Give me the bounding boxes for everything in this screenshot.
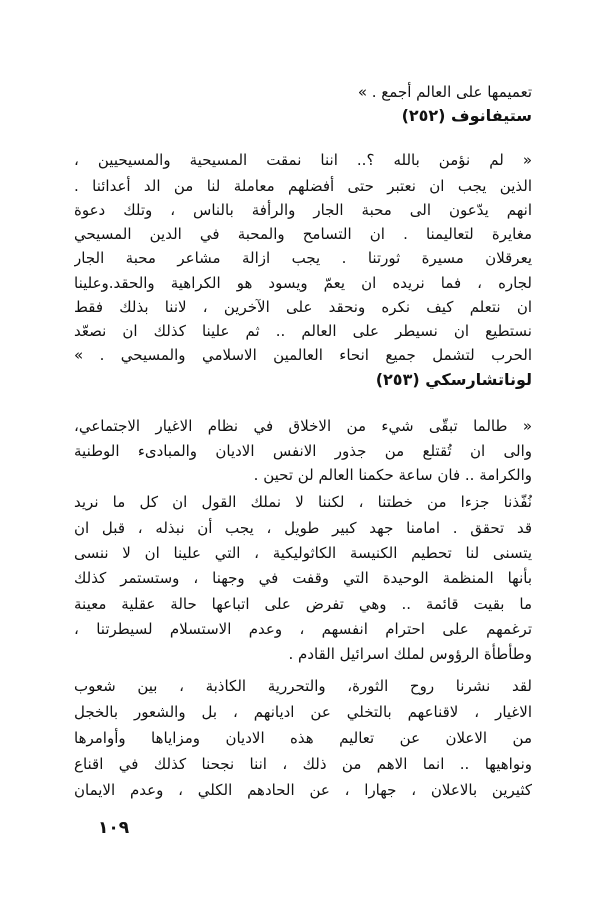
- text-line: نستطيع ان نسيطر على العالم .. ثم علينا كذلك ان نصعّد: [74, 322, 532, 340]
- section-heading: ستيفانوف (٢٥٢): [401, 106, 532, 125]
- text-line: كثيرين بالاعلان ، جهارا ، عن الحادهم الكلي ، وعدم الايمان: [74, 781, 532, 799]
- text-line: والى ان تُقتلع من جذور الانفس الاديان والمبادىء الوطنية: [74, 442, 532, 460]
- text-line: يعرقلان مسيرة ثورتنا . يجب ازالة مشاعر محبة الجار: [74, 249, 532, 267]
- text-line: انهم يدّعون الى محبة الجار والرأفة بالناس ، وتلك دعوة: [74, 201, 532, 219]
- text-line: ما بقيت قائمة .. وهي تفرض على اتباعها حالة عقلية معينة: [74, 595, 532, 613]
- text-line: بأنها المنظمة الوحيدة التي وقفت في وجهنا ، وستستمر كذلك: [74, 569, 532, 587]
- text-line: نُفّذنا جزءا من خطتنا ، لكننا لا نملك القول ان كل ما نريد: [74, 493, 532, 511]
- text-line: والكرامة .. فان ساعة حكمنا العالم لن تحين .: [253, 466, 532, 484]
- text-line: من الاعلان عن تعاليم هذه الاديان ومزاياها وأوامرها: [74, 729, 532, 747]
- text-line: مغايرة لتعاليمنا . ان التسامح والمحبة في الدين المسيحي: [74, 225, 532, 243]
- section-heading: لوناتشارسكي (٢٥٣): [375, 370, 532, 389]
- text-line: الذين يجب ان نعتبر حتى أفضلهم معاملة لنا من الد أعدائنا .: [74, 177, 532, 195]
- text-line: يتسنى لنا تحطيم الكنيسة الكاثوليكية ، التي علينا ان لا ننسى: [74, 544, 532, 562]
- text-line: ترغمهم على احترام انفسهم ، وعدم الاستسلام لسيطرتنا ،: [74, 620, 532, 638]
- text-line: الاغيار ، لاقناعهم بالتخلي عن اديانهم ، بل والشعور بالخجل: [74, 703, 532, 721]
- text-line: لجاره ، فما نريده ان يعمّ ويسود هو الكراهية والحقد.وعلينا: [74, 274, 532, 292]
- text-line: لقد نشرنا روح الثورة، والتحررية الكاذبة ، بين شعوب: [74, 677, 532, 695]
- text-line: « طالما تبقّى شيء من الاخلاق في نظام الاغيار الاجتماعي،: [74, 417, 532, 435]
- text-line: ونواهيها .. انما الاهم من ذلك ، اننا نجحنا كذلك في اقناع: [74, 755, 532, 773]
- text-line: ان نتعلم كيف نكره ونحقد على الآخرين ، لاننا بذلك فقط: [74, 298, 532, 316]
- text-line: الحرب لتشمل جميع انحاء العالمين الاسلامي والمسيحي . »: [74, 346, 532, 364]
- text-line: قد تحقق . امامنا جهد كبير طويل ، يجب أن نبذله ، قبل ان: [74, 519, 532, 537]
- page-number: ١٠٩: [98, 818, 130, 838]
- text-line: « لم نؤمن بالله ؟.. اننا نمقت المسيحية والمسيحيين ،: [74, 151, 532, 169]
- text-line: تعميمها على العالم أجمع . »: [357, 83, 532, 101]
- text-line: وطأطأة الرؤوس لملك اسرائيل القادم .: [288, 645, 532, 663]
